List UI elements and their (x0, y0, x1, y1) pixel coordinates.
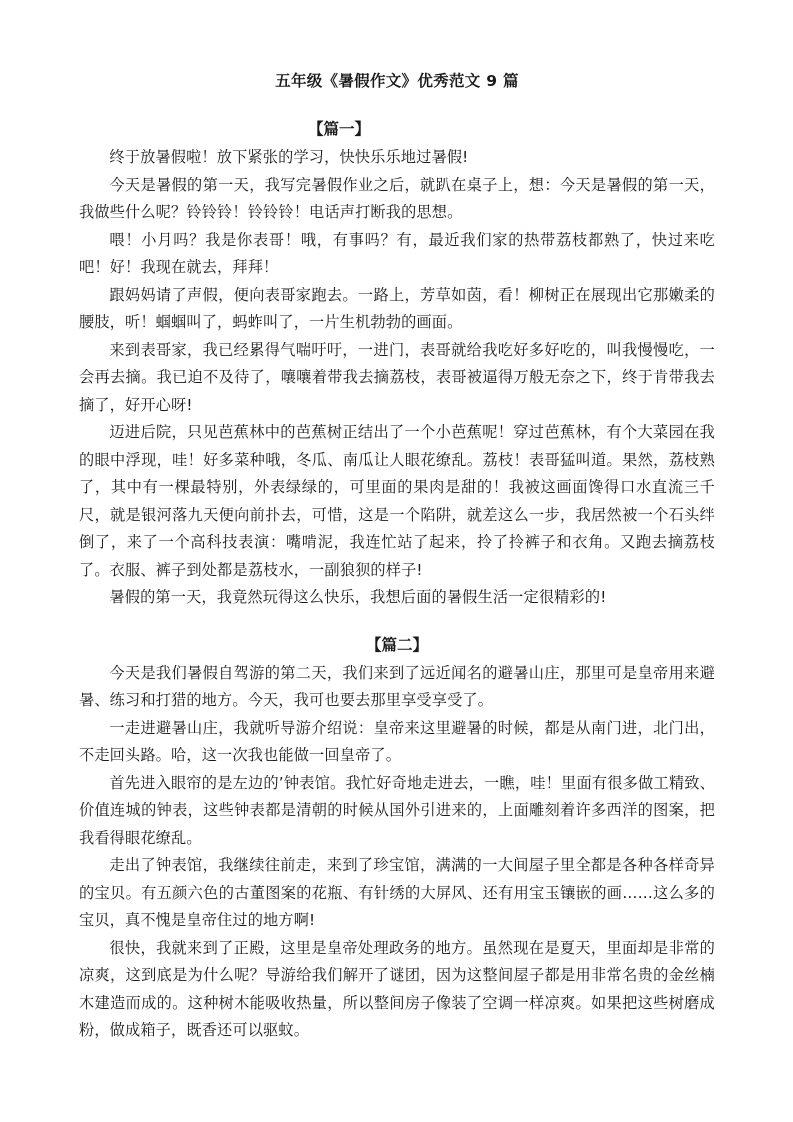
paragraph: 走出了钟表馆，我继续往前走，来到了珍宝馆，满满的一大间屋子里全都是各种各样奇异的宝贝。有五颜六色的古董图案的花瓶、有针绣的大屏风、还有用宝玉镶嵌的画……这么多的宝贝，真不愧是皇帝住过的地方啊! (79, 856, 715, 929)
paragraph: 喂！小月吗？我是你表哥！哦，有事吗？有，最近我们家的热带荔枝都熟了，快过来吃吧！好！我现在就去，拜拜！ (79, 230, 715, 276)
paragraph: 首先进入眼帘的是左边的’钟表馆。我忙好奇地走进去，一瞧，哇！里面有很多做工精致、价值连城的钟表，这些钟表都是清朝的时候从国外引进来的，上面雕刻着许多西洋的图案，把我看得眼花缭乱。 (79, 773, 715, 847)
paragraph: 很快，我就来到了正殿，这里是皇帝处理政务的地方。虽然现在是夏天，里面却是非常的凉爽，这到底是为什么呢？导游给我们解开了谜团，因为这整间屋子都是用非常名贵的金丝楠木建造而成的。这种树木能吸收热量，所以整间房子像装了空调一样凉爽。如果把这些树磨成粉，做成箱子，既香还可以驱蚊。 (79, 938, 715, 1039)
paragraph: 今天是我们暑假自驾游的第二天，我们来到了远近闻名的避暑山庄，那里可是皇帝用来避暑、练习和打猎的地方。今天，我可也要去那里享受享受了。 (79, 663, 715, 709)
section-2 (79, 634, 715, 1045)
paragraph: 跟妈妈请了声假，便向表哥家跑去。一路上，芳草如茵，看！柳树正在展现出它那嫩柔的腰肢，听！蝈蝈叫了，蚂蚱叫了，一片生机勃勃的画面。 (79, 285, 715, 331)
section-heading: 【篇二】 (365, 635, 428, 654)
paragraph: 今天是暑假的第一天，我写完暑假作业之后，就趴在桌子上，想：今天是暑假的第一天，我做些什么呢？铃铃铃！铃铃铃！电话声打断我的思想。 (79, 175, 715, 221)
section-heading: 【篇一】 (308, 120, 371, 138)
paragraph: 一走进避暑山庄，我就听导游介绍说：皇帝来这里避暑的时候，都是从南门进，北门出，不走回头路。哈，这一次我也能做一回皇帝了。 (79, 718, 715, 764)
paragraph: 终于放暑假啦！放下紧张的学习，快快乐乐地过暑假! (109, 148, 469, 166)
paragraph: 暑假的第一天，我竟然玩得这么快乐，我想后面的暑假生活一定很精彩的! (109, 588, 607, 606)
paragraph: 来到表哥家，我已经累得气喘吁吁，一进门，表哥就给我吃好多好吃的，叫我慢慢吃，一会再去摘。我已迫不及待了，嚷嚷着带我去摘荔枝，表哥被逼得万般无奈之下，终于肯带我去摘了，好开心呀! (79, 340, 715, 414)
section-1 (79, 118, 715, 612)
document-title: 五年级《暑假作文》优秀范文 9 篇 (275, 72, 519, 90)
paragraph: 迈进后院，只见芭蕉林中的芭蕉树正结出了一个小芭蕉呢！穿过芭蕉林，有个大菜园在我的眼中浮现，哇！好多菜种哦，冬瓜、南瓜让人眼花缭乱。荔枝！表哥猛叫道。果然，荔枝熟了，其中有一棵最特别，外表绿绿的，可里面的果肉是甜的！我被这画面馋得口水直流三千尺，就是银河落九天便向前扑去，可惜，这是一个陷阱，就差这么一步，我居然被一个石头绊倒了，来了一个高科技表演：嘴啃泥，我连忙站了起来，拎了拎裤子和衣角。又跑去摘荔枝了。衣服、裤子到处都是荔枝水，一副狼狈的样子! (79, 423, 715, 579)
